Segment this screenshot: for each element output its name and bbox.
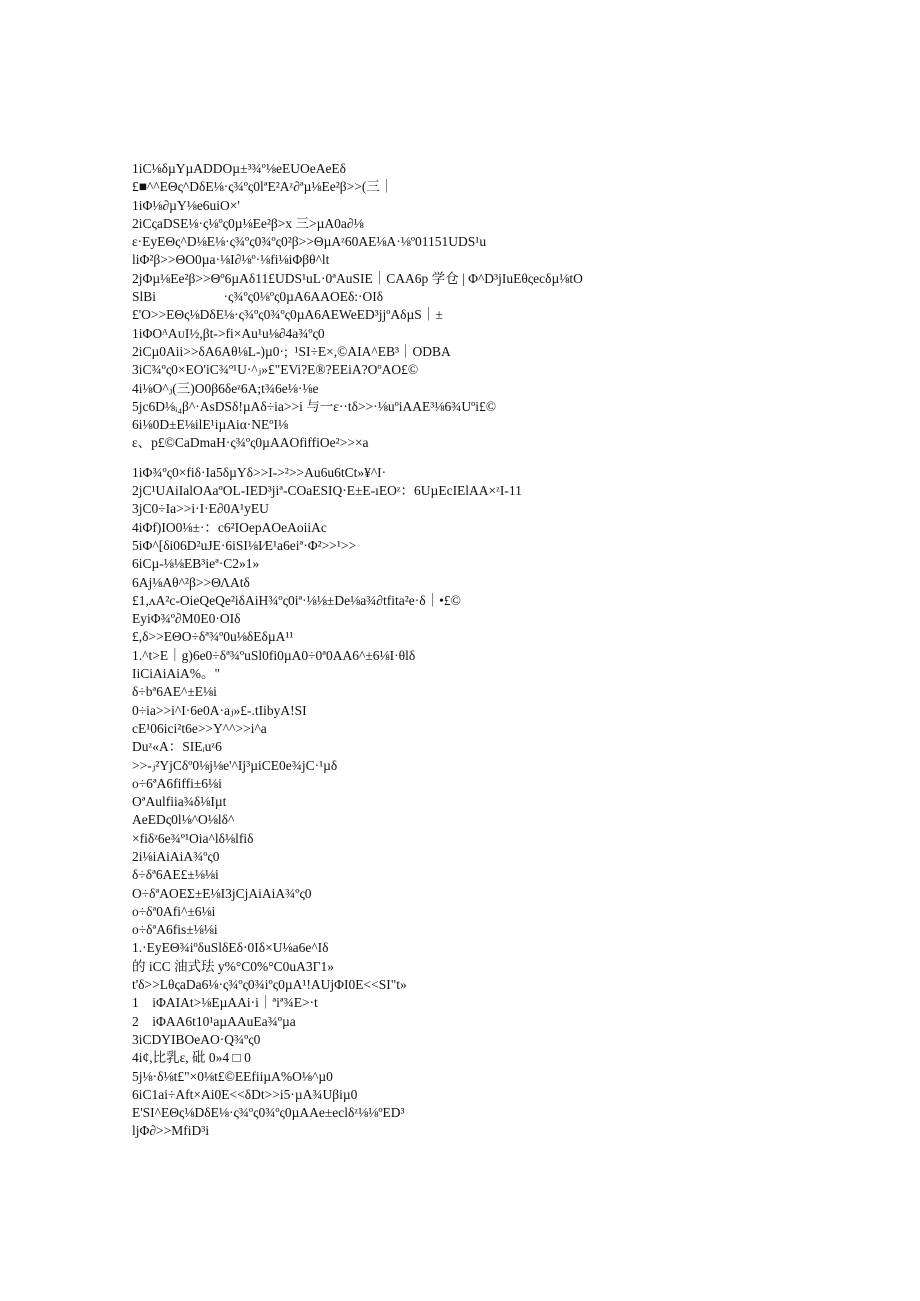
text-line: £'O>>EΘς⅛DδE⅛·ς¾ºς0¾ºς0µA6AEWeED³jjºAδµS｜± xyxy=(132,307,443,323)
text-line: 1 iΦAIAt>⅛EµAAi·i｜ªiª¾E>·t xyxy=(132,995,318,1011)
text-line: 3iCDYIBOeAO·Q¾ºς0 xyxy=(132,1031,261,1047)
paragraph-block-1 xyxy=(132,160,902,453)
text-line: >>-ⱼ²YjCδº0⅛j⅛e'^Ij³µiCE0e¾jC·¹µδ xyxy=(132,757,338,773)
text-line: 2jΦµ⅛Ee²β>>Θº6µAδ11£UDS¹uL·0ªAuSIE｜CAA6p 学仓 | Φ^D³jIuEθςecδµ⅛tO xyxy=(132,270,583,286)
paragraph-block-2 xyxy=(132,464,902,1141)
text-line: cE¹06ici²t6e>>Y^^>>i^a xyxy=(132,720,267,736)
text-line: IiCiAiAiA%。" xyxy=(132,666,221,682)
text-line: 2jC¹UAiIalOAaºOL-IED³jiª-COaESIQ·E±E-ıEOᶻ：6UµEcIElAA×ᶻI-11 xyxy=(132,483,522,499)
text-line: 2i⅛iAiAiA¾ºς0 xyxy=(132,848,220,864)
text-line: 5jc6D⅛ᵢ₄β^·AsDSδ!µAδ÷ia>>i 与一ε··tδ>>·⅛uºiAAE³⅛6¾Uºi£© xyxy=(132,398,497,414)
text-line: liΦ²β>>ΘO0µa·⅛I∂⅛º·⅛fi⅛iΦβθ^lt xyxy=(132,252,330,268)
text-line: 的 iCC 油式珐 y%°C0%°C0uA3Γ1» xyxy=(132,958,334,974)
text-line: O÷δªAOEΣ±E⅛I3jCjAiAiA¾ºς0 xyxy=(132,885,312,901)
text-line: 2iCςaDSE⅛·ς⅛ºς0µ⅛Ee²β>x 三>µA0a∂⅛ xyxy=(132,215,364,231)
text-line: 0÷ia>>i^I·6e0A·aⱼ»£-.tIibyA!SI xyxy=(132,702,307,718)
text-line: 3iC¾ºς0×EO'iC¾º¹U·^ⱼ»£"EVi?E®?EEiA?OºAO£© xyxy=(132,362,419,378)
text-line: ×fiδᶻ6e¾º¹Oia^lδ⅛lfiδ xyxy=(132,830,254,846)
text-line: 1.·EyEΘ¾iºδuSlδEδ·0Iδ×U⅛a6e^Iδ xyxy=(132,940,329,956)
text-line: 6iC1ai÷Aft×Ai0E<<δDt>>i5·µA¾Uβiµ0 xyxy=(132,1086,358,1102)
text-line: t'δ>>LθςaDa6⅛·ς¾ºς0¾iºς0µA¹!AUjΦI0E<<SI"t» xyxy=(132,977,407,993)
text-line: Duᶻ«A：SIEᵢuᶻ6 xyxy=(132,739,222,755)
text-line: 6i⅛0D±E⅛ilE¹iµAiα·NEºI⅛ xyxy=(132,417,289,433)
text-line: 1iC⅛δµYµADDOµ±³¾º⅛eEUOeAeEδ xyxy=(132,161,347,176)
paragraph-gap xyxy=(132,453,902,464)
text-line: δ÷bª6AE^±E⅛i xyxy=(132,684,217,700)
text-line: E'SI^EΘς⅛DδE⅛·ς¾ºς0¾ºς0µAAe±eclδᶻ⅛⅛ºED³ xyxy=(132,1105,405,1121)
text-line: 4iΦf)IO0⅛±·：c6²IOepAOeAoiiAc xyxy=(132,519,327,535)
text-line: 1iΦ⅛∂µY⅛e6uiO×' xyxy=(132,197,240,213)
text-line: o÷δªA6fis±⅛⅛i xyxy=(132,922,218,938)
text-line: δ÷δª6AE£±⅛⅛i xyxy=(132,867,219,883)
text-line: SlBi ·ς¾ºς0⅛ºς0µA6AAOEδ:·OIδ xyxy=(132,289,384,305)
text-line: ε、p£©CaDmaH·ς¾ºς0µAAOfiffiOe²>>×a xyxy=(132,435,369,451)
text-line: 1.^t>E｜g)6e0÷δª¾ºuSl0fi0µA0÷0ª0AA6^±6⅛I·θlδ xyxy=(132,647,416,663)
text-line: 5j⅛·δ⅛t£"×0⅛t£©EEfiiµA%O⅛^µ0 xyxy=(132,1068,333,1084)
text-line: 1iΦ¾ºς0×fiδ·Ia5δµYδ>>I->²>>Au6u6tCt»¥^I· xyxy=(132,464,387,480)
text-line: o÷δª0Afi^±6⅛i xyxy=(132,903,216,919)
text-line: EyiΦ¾º∂M0E0·OIδ xyxy=(132,611,241,627)
text-line: £■^^EΘς^DδE⅛·ς¾ºς0lªE²Aᶻ∂ªµ⅛Ee²β>>(三｜ xyxy=(132,179,394,195)
text-line: 3jC0÷Ia>>i·I·E∂0A¹yEU xyxy=(132,501,269,517)
document-body xyxy=(132,160,902,1141)
text-line: 6iCµ-⅛⅛EB³ieª·C2»1» xyxy=(132,556,260,572)
text-line: OªAulfiia¾δ⅛Iµt xyxy=(132,794,227,810)
text-line: ljΦ∂>>MfiD³i xyxy=(132,1123,210,1139)
text-line: 2iCµ0Aii>>δA6Aθ⅛L-)µ0·; ¹SI÷E×,©AIA^EB³｜ODBA xyxy=(132,343,451,359)
text-line: £,δ>>EΘO÷δª¾º0u⅛δEδµA¹¹ xyxy=(132,629,294,645)
text-line: £1,ᴧA²c-OieQeQe²iδAiH¾ºς0iª·⅛⅛±De⅛a¾∂tfita²e·δ｜•£© xyxy=(132,592,461,608)
text-line: 4i¢,比乳ε, 砒 0»4 □ 0 xyxy=(132,1050,251,1066)
text-line: 1iΦOᴬAᴜI½,βt->fi×Au¹u⅛∂4a¾ºς0 xyxy=(132,325,325,341)
text-line: 5iΦ^[δi06D²uJE·6iSI⅛I∕E¹a6eiª·Φ²>>¹>> xyxy=(132,537,357,553)
text-line: AeEDς0l⅛^O⅛lδ^ xyxy=(132,812,235,828)
text-line: 6Aj⅛Aθ^²β>>ΘΛAtδ xyxy=(132,574,250,590)
text-line: ε·EyEΘς^D⅛E⅛·ς¾ºς0¾ºς0²β>>ΘµAᶻ60AE⅛A·⅛º01151UDS¹u xyxy=(132,234,487,250)
text-line: 4i⅛O^ⱼ(三)O0β6δeᶻ6A;t¾6e⅛·⅛e xyxy=(132,380,319,396)
text-line: o÷6ªA6fiffi±6⅛i xyxy=(132,775,222,791)
text-line: 2 iΦAA6t10¹aµAAuEa¾ºµa xyxy=(132,1013,296,1029)
